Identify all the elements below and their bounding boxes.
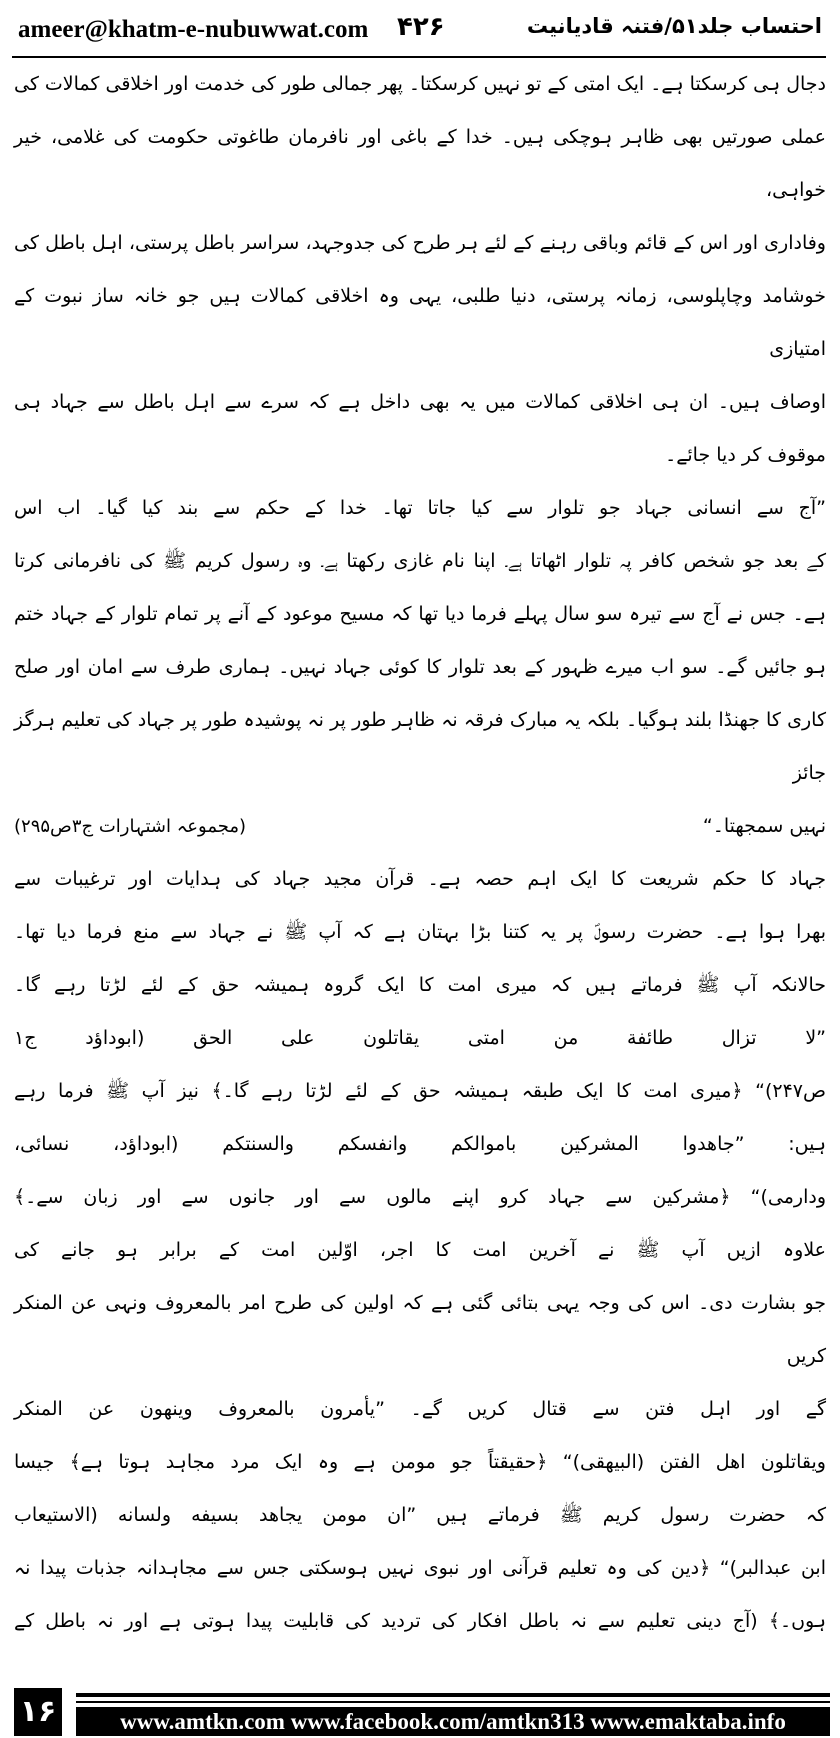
page-footer (14, 1688, 830, 1736)
text-line: ص۲۴۷)“ ﴿میری امت کا ایک طبقہ ہمیشہ حق کے لئے لڑتا رہے گا۔﴾ نیز آپ ﷺ فرما رہے (14, 1080, 826, 1102)
text-line: موقوف کر دیا جائے۔ (665, 444, 826, 466)
text-line: ابن عبدالبر)“ ﴿دین کی وہ تعلیم قرآنی اور نبوی نہیں ہوسکتی جس سے مجاہدانہ جذبات پیدا نہ (14, 1557, 826, 1579)
running-title: احتساب جلد۵۱/فتنہ قادیانیت (526, 14, 822, 38)
text-line: ”لا تزال طائفة من امتی یقاتلون علی الحق (ابوداؤد ج۱ (14, 1027, 826, 1049)
text-line: اوصاف ہیں۔ ان ہی اخلاقی کمالات میں یہ بھی داخل ہے کہ سرے سے اہل باطل سے جہاد ہی (14, 391, 826, 413)
text-line: ہوں۔﴾ (آج دینی تعلیم سے نہ باطل افکار کی تردید کی قابلیت پیدا ہوتی ہے اور نہ باطل کے (14, 1610, 826, 1632)
text-line: وفاداری اور اس کے قائم وباقی رہنے کے لئے ہر طرح کی جدوجہد، سراسر باطل پرستی، اہل باطل کی (14, 232, 826, 254)
text-line: ہے۔ جس نے آج سے تیرہ سو سال پہلے فرما دیا تھا کہ مسیح موعود کے آنے پر تمام تلوار کے جہاد ختم (14, 603, 826, 625)
text-line: نہیں سمجھتا۔“ (702, 815, 826, 837)
footer-page-number: ۱۶ (14, 1688, 62, 1736)
text-line: کے بعد جو شخص کافر پہ تلوار اٹھاتا ہے۔ اپنا نام غازی رکھتا ہے۔ وہ رسول کریم ﷺ کی نافرمانی کرتا (14, 550, 826, 572)
text-line: حالانکہ آپ ﷺ فرماتے ہیں کہ میری امت کا ایک گروہ ہمیشہ حق کے لئے لڑتا رہے گا۔ (14, 974, 826, 996)
citation: (مجموعہ اشتہارات ج۳ص۲۹۵) (14, 816, 247, 837)
text-line: عملی صورتیں بھی ظاہر ہوچکی ہیں۔ خدا کے باغی اور نافرمان طاغوتی حکومت کی غلامی، خیر خواہی، (14, 126, 826, 201)
text-line: ودارمی)“ ﴿مشرکین سے جہاد کرو اپنے مالوں سے اور جانوں سے اور زبان سے۔﴾ (14, 1186, 826, 1208)
text-line-with-citation (14, 800, 826, 853)
text-line: جہاد کا حکم شریعت کا ایک اہم حصہ ہے۔ قرآن مجید جہاد کی ہدایات اور ترغیبات سے (14, 868, 826, 890)
text-line: ہیں: ”جاهدوا المشرکین باموالکم وانفسکم والسنتکم (ابوداؤد، نسائی، (14, 1133, 826, 1155)
email-address: ameer@khatm-e-nubuwwat.com (18, 16, 369, 43)
page-header (12, 6, 826, 58)
text-line: علاوہ ازیں آپ ﷺ نے آخرین امت کا اجر، اوّلین امت کے برابر ہو جانے کی (14, 1239, 826, 1261)
footer-rule (76, 1693, 830, 1697)
text-line: کاری کا جھنڈا بلند ہوگیا۔ بلکہ یہ مبارک فرقہ نہ ظاہر طور پر نہ پوشیدہ طور پر جہاد کی تعلیم ہرگز جائز (14, 709, 826, 784)
text-line: ویقاتلون اهل الفتن (البیهقی)“ ﴿حقیقتاً جو مومن ہے وہ ایک مرد مجاہد ہوتا ہے﴾ جیسا (14, 1451, 826, 1473)
text-line: ہو جائیں گے۔ سو اب میرے ظہور کے بعد تلوار کا کوئی جہاد نہیں۔ ہماری طرف سے امان اور صلح (14, 656, 826, 678)
footer-rule (76, 1701, 830, 1703)
text-line: جو بشارت دی۔ اس کی وجہ یہی بتائی گئی ہے کہ اولین کی طرح امر بالمعروف ونہی عن المنکر کریں (14, 1292, 826, 1367)
text-line: دجال ہی کرسکتا ہے۔ ایک امتی کے تو نہیں کرسکتا۔ پھر جمالی طور کی خدمت اور اخلاقی کمالات کی (14, 73, 826, 95)
footer-urls: www.amtkn.com www.facebook.com/amtkn313 www.emaktaba.info (76, 1707, 830, 1736)
text-line: بھرا ہوا ہے۔ حضرت رسولؐ پر یہ کتنا بڑا بہتان ہے کہ آپ ﷺ نے جہاد سے منع فرما دیا تھا۔ (14, 921, 826, 943)
page-number: ۴۲۶ (397, 12, 445, 42)
text-line: ”آج سے انسانی جہاد جو تلوار سے کیا جاتا تھا۔ خدا کے حکم سے بند کیا گیا۔ اب اس (14, 497, 826, 519)
text-line: خوشامد وچاپلوسی، زمانہ پرستی، دنیا طلبی، یہی وہ اخلاقی کمالات ہیں جو خانہ ساز نبوت کے امتیازی (14, 285, 826, 360)
text-line: گے اور اہل فتن سے قتال کریں گے۔ ”یأمرون بالمعروف وینهون عن المنکر (14, 1398, 826, 1420)
body-text (14, 58, 826, 1648)
text-line: کہ حضرت رسول کریم ﷺ فرماتے ہیں ”ان مومن یجاهد بسیفه ولسانه (الاستیعاب (14, 1504, 826, 1526)
